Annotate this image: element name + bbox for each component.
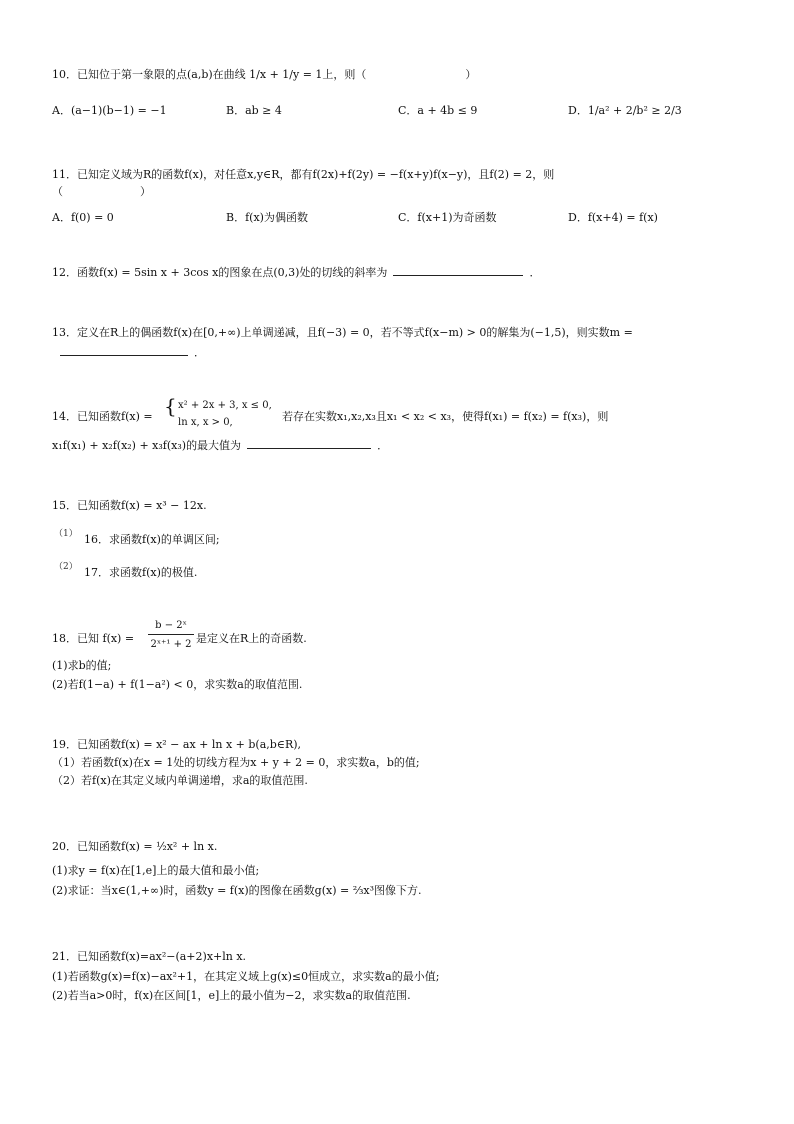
question-13-tail: ． — [194, 346, 205, 359]
question-10-option-c: C．a + 4b ≤ 9 — [398, 104, 478, 117]
question-21-part-2: (2)若当a>0时，f(x)在区间[1，e]上的最小值为−2，求实数a的取值范围. — [52, 989, 411, 1002]
question-14-stem-a: 14．已知函数f(x) = — [52, 410, 153, 423]
question-15-stem: 15．已知函数f(x) = x³ − 12x. — [52, 499, 207, 512]
question-21-stem: 21．已知函数f(x)=ax²−(a+2)x+ln x. — [52, 950, 247, 963]
question-21-part-1: (1)若函数g(x)=f(x)−ax²+1，在其定义域上g(x)≤0恒成立，求实数a的最小值; — [52, 970, 440, 983]
question-10-option-b: B．ab ≥ 4 — [226, 104, 282, 117]
question-15-part-2: 17．求函数f(x)的极值. — [84, 566, 198, 579]
question-18-denominator: 2ˣ⁺¹ + 2 — [150, 639, 192, 650]
question-20-part-2: (2)求证：当x∈(1,+∞)时，函数y = f(x)的图像在函数g(x) = ⅔x³图像下方. — [52, 884, 422, 897]
question-19-part-2: （2）若f(x)在其定义域内单调递增，求a的取值范围. — [52, 774, 308, 787]
question-11-option-b: B．f(x)为偶函数 — [226, 211, 308, 224]
question-14-stem-b: 若存在实数x₁,x₂,x₃且x₁ < x₂ < x₃，使得f(x₁) = f(x₂) = f(x₃)，则 — [282, 410, 609, 423]
question-18-stem-a: 18．已知 f(x) = — [52, 632, 135, 645]
question-11-option-c: C．f(x+1)为奇函数 — [398, 211, 497, 224]
question-11-stem: 11．已知定义域为R的函数f(x)，对任意x,y∈R，都有f(2x)+f(2y) = −f(x+y)f(x−y)，且f(2) = 2，则 — [52, 168, 555, 181]
question-19-stem: 19．已知函数f(x) = x² − ax + ln x + b(a,b∈R), — [52, 738, 302, 751]
question-14-tail: ． — [377, 439, 389, 452]
question-12-stem: 12．函数f(x) = 5sin x + 3cos x的图象在点(0,3)处的切线的斜率为 — [52, 266, 388, 279]
question-14-piece-2: ln x, x > 0, — [178, 417, 233, 428]
question-18-stem-b: 是定义在R上的奇函数. — [196, 632, 307, 645]
question-10-option-a: A．(a−1)(b−1) = −1 — [52, 104, 167, 117]
question-14-line2 — [52, 437, 388, 453]
question-20-stem: 20．已知函数f(x) = ½x² + ln x. — [52, 840, 218, 853]
question-13-stem: 13．定义在R上的偶函数f(x)在[0,+∞)上单调递减，且f(−3) = 0，若不等式f(x−m) > 0的解集为(−1,5)，则实数m = — [52, 326, 633, 339]
question-14-line2-text: x₁f(x₁) + x₂f(x₂) + x₃f(x₃)的最大值为 — [52, 439, 242, 452]
question-15-part-2-label: （2） — [54, 562, 78, 572]
question-19-part-1: （1）若函数f(x)在x = 1处的切线方程为x + y + 2 = 0，求实数a，b的值; — [52, 756, 420, 769]
question-12 — [52, 264, 540, 280]
question-14-piece-1: x² + 2x + 3, x ≤ 0, — [178, 400, 272, 411]
piecewise-brace-icon: { — [164, 394, 177, 418]
answer-blank-14[interactable] — [247, 447, 371, 449]
question-15-part-1: 16．求函数f(x)的单调区间; — [84, 533, 220, 546]
question-18-numerator: b − 2ˣ — [155, 620, 187, 631]
question-18-part-1: (1)求b的值; — [52, 659, 112, 672]
question-15-part-1-label: （1） — [54, 529, 78, 539]
question-18-part-2: (2)若f(1−a) + f(1−a²) < 0，求实数a的取值范围. — [52, 678, 303, 691]
question-20-part-1: (1)求y = f(x)在[1,e]上的最大值和最小值; — [52, 864, 260, 877]
question-10-option-d: D．1/a² + 2/b² ≥ 2/3 — [568, 104, 682, 117]
question-12-tail: ． — [529, 266, 541, 279]
answer-blank-13[interactable] — [60, 354, 188, 356]
question-11-paren: （ ） — [52, 185, 151, 198]
question-11-option-d: D．f(x+4) = f(x) — [568, 211, 658, 224]
answer-blank-12[interactable] — [393, 274, 523, 276]
question-10-stem: 10．已知位于第一象限的点(a,b)在曲线 1/x + 1/y = 1上，则（ ） — [52, 68, 477, 81]
question-11-option-a: A．f(0) = 0 — [52, 211, 114, 224]
question-13-line2 — [52, 344, 205, 360]
fraction-bar — [148, 634, 194, 635]
